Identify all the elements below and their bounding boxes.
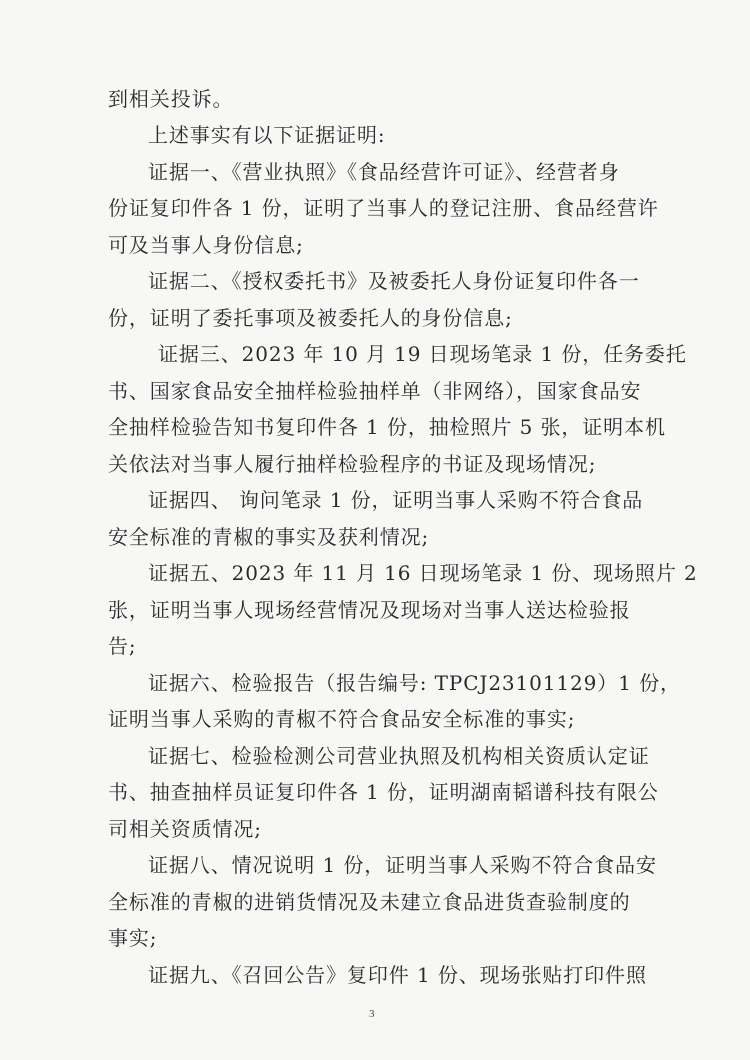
text-line: 书、抽查抽样员证复印件各 1 份，证明湖南韬谱科技有限公 [108,780,659,804]
text-line: 书、国家食品安全抽样检验抽样单（非网络），国家食品安 [108,379,642,403]
text-line: 关依法对当事人履行抽样检验程序的书证及现场情况; [108,452,597,476]
text-line: 证据八、情况说明 1 份，证明当事人采购不符合食品安 [148,853,657,877]
text-line: 事实; [108,926,158,950]
text-line: 证据二、《授权委托书》及被委托人身份证复印件各一 [148,269,640,293]
page-number: 3 [369,1008,375,1020]
text-line: 证据五、2023 年 11 月 16 日现场笔录 1 份、现场照片 2 [148,561,698,585]
text-line: 证据三、2023 年 10 月 19 日现场笔录 1 份，任务委托 [158,342,687,366]
text-line: 证据六、检验报告（报告编号: TPCJ23101129）1 份， [148,671,681,695]
text-line: 证据一、《营业执照》《食品经营许可证》、经营者身 [148,160,620,184]
text-line: 证据七、检验检测公司营业执照及机构相关资质认定证 [148,744,650,768]
text-line: 证据九、《召回公告》复印件 1 份、现场张贴打印件照 [148,963,647,987]
text-line: 安全标准的青椒的事实及获利情况; [108,525,430,549]
text-line: 到相关投诉。 [108,87,234,111]
text-line: 证据四、 询问笔录 1 份，证明当事人采购不符合食品 [148,488,644,512]
text-line: 全抽样检验告知书复印件各 1 份，抽检照片 5 张，证明本机 [108,415,666,439]
text-line: 证明当事人采购的青椒不符合食品安全标准的事实; [108,707,576,731]
text-line: 张，证明当事人现场经营情况及现场对当事人送达检验报 [108,598,631,622]
text-line: 可及当事人身份信息; [108,233,304,257]
text-line: 告; [108,634,137,658]
text-line: 份，证明了委托事项及被委托人的身份信息; [108,306,513,330]
text-line: 司相关资质情况; [108,817,262,841]
text-line: 全标准的青椒的进销货情况及未建立食品进货查验制度的 [108,890,631,914]
text-line: 上述事实有以下证据证明: [148,123,386,147]
text-line: 份证复印件各 1 份，证明了当事人的登记注册、食品经营许 [108,196,659,220]
